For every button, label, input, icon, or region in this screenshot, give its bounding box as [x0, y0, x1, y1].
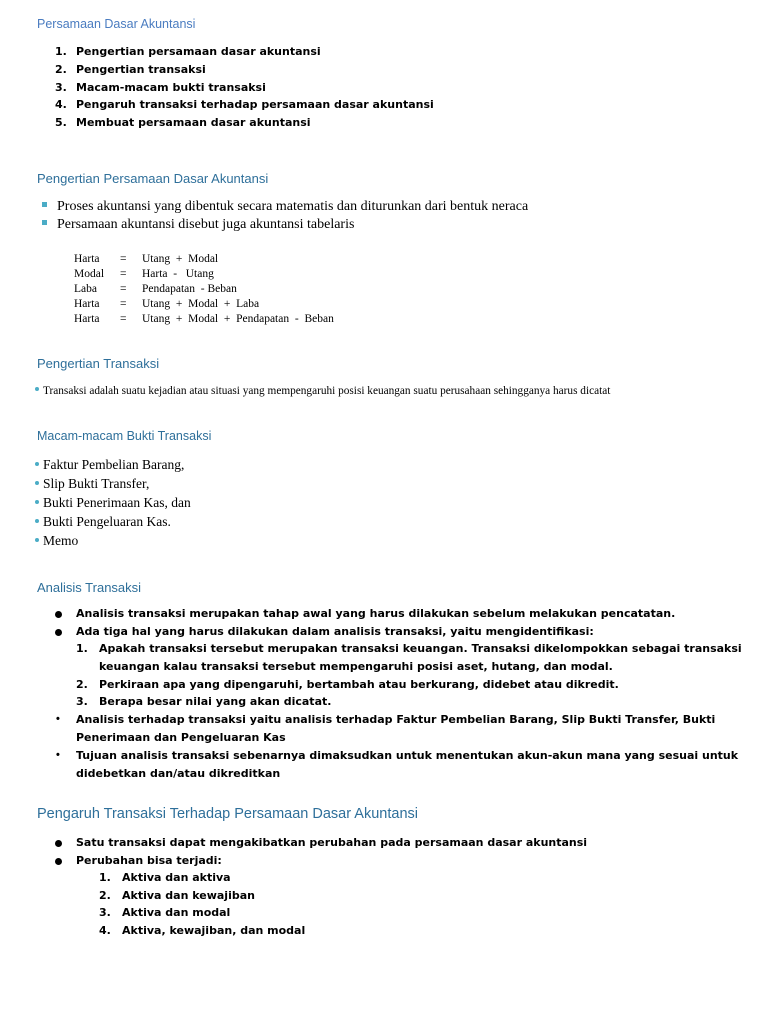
list-number: 1.: [55, 45, 67, 58]
bullet-text: Slip Bukti Transfer,: [43, 476, 150, 491]
equals-sign: =: [120, 313, 127, 325]
bullet-black-dot-icon: [55, 854, 62, 872]
sub-list-number: 2.: [99, 889, 111, 902]
equals-sign: =: [120, 268, 127, 280]
bullet-square-icon: [42, 202, 47, 207]
sub-list-text: keuangan kalau transaksi tersebut mempengaruhi posisi aset, hutang, dan modal.: [99, 660, 613, 673]
bullet-black-dot-icon: [55, 836, 62, 854]
bullet-dot-icon: [35, 481, 39, 485]
bullet-item: [35, 533, 78, 549]
bullet-item: [42, 217, 354, 233]
sub-list-number: 3.: [76, 695, 88, 708]
list-item: [55, 116, 67, 129]
bullet-item: [35, 476, 149, 492]
bullet-text: didebetkan dan/atau dikreditkan: [76, 767, 281, 780]
bullet-dot-icon: [35, 538, 39, 542]
sub-list-number: 1.: [99, 871, 111, 884]
sub-list-number: 3.: [99, 906, 111, 919]
section-title-pengertian-transaksi: Pengertian Transaksi: [37, 356, 160, 371]
equation-left: Modal: [74, 268, 105, 280]
bullet-text: Analisis terhadap transaksi yaitu analisis terhadap Faktur Pembelian Barang, Slip Bukti Transfer, Bukti: [76, 713, 716, 726]
equals-sign: =: [120, 298, 127, 310]
sub-list-number: 4.: [99, 924, 111, 937]
equation-row: [74, 297, 334, 312]
bullet-dot-icon: [35, 462, 39, 466]
bullet-item: [35, 514, 171, 530]
sub-list-number: 1.: [76, 642, 88, 655]
equation-right: Utang + Modal + Laba: [142, 298, 260, 310]
bullet-small-dot-icon: •: [56, 749, 60, 761]
section-title-pengaruh-transaksi: Pengaruh Transaksi Terhadap Persamaan Dasar Akuntansi: [37, 806, 418, 822]
equation-left: Harta: [74, 253, 100, 265]
bullet-text: Penerimaan dan Pengeluaran Kas: [76, 731, 286, 744]
equals-sign: =: [120, 253, 127, 265]
bullet-dot-icon: [35, 387, 39, 391]
list-item-text: Pengertian persamaan dasar akuntansi: [76, 45, 321, 58]
list-item: [55, 45, 67, 58]
sub-list-text: Aktiva dan modal: [122, 906, 231, 919]
bullet-item: [35, 457, 184, 473]
equation-right: Harta - Utang: [142, 268, 214, 280]
sub-list-text: Apakah transaksi tersebut merupakan transaksi keuangan. Transaksi dikelompokkan sebagai transaksi: [99, 642, 742, 655]
equals-sign: =: [120, 283, 127, 295]
section-title-pengertian-persamaan: Pengertian Persamaan Dasar Akuntansi: [37, 171, 269, 186]
bullet-item: [35, 385, 610, 397]
section-title-persamaan-dasar: Persamaan Dasar Akuntansi: [37, 17, 196, 31]
list-item: [55, 63, 67, 76]
bullet-text: Proses akuntansi yang dibentuk secara matematis dan diturunkan dari bentuk neraca: [57, 199, 529, 214]
equation-left: Harta: [74, 313, 100, 325]
list-item-text: Pengertian transaksi: [76, 63, 206, 76]
bullet-item: [42, 199, 528, 215]
list-item: [55, 98, 67, 111]
bullet-dot-icon: [35, 500, 39, 504]
list-number: 2.: [55, 63, 67, 76]
list-item-text: Pengaruh transaksi terhadap persamaan dasar akuntansi: [76, 98, 434, 111]
equations-table: [74, 252, 334, 327]
list-item-text: Macam-macam bukti transaksi: [76, 81, 266, 94]
section-title-bukti-transaksi: Macam-macam Bukti Transaksi: [37, 429, 212, 443]
equation-row: [74, 282, 334, 297]
bullet-square-icon: [42, 220, 47, 225]
equation-right: Pendapatan - Beban: [142, 283, 237, 295]
bullet-text: Bukti Pengeluaran Kas.: [43, 514, 171, 529]
bullet-text: Analisis transaksi merupakan tahap awal yang harus dilakukan sebelum melakukan pencatatan.: [76, 607, 676, 620]
equation-row: [74, 267, 334, 282]
sub-list-number: 2.: [76, 678, 88, 691]
bullet-text: Ada tiga hal yang harus dilakukan dalam analisis transaksi, yaitu mengidentifikasi:: [76, 625, 594, 638]
bullet-text: Perubahan bisa terjadi:: [76, 854, 222, 867]
list-number: 5.: [55, 116, 67, 129]
list-item: [55, 81, 67, 94]
list-item-text: Membuat persamaan dasar akuntansi: [76, 116, 311, 129]
bullet-text: Satu transaksi dapat mengakibatkan perubahan pada persamaan dasar akuntansi: [76, 836, 588, 849]
bullet-text: Transaksi adalah suatu kejadian atau situasi yang mempengaruhi posisi keuangan suatu perusahaan sehingganya harus dicatat: [43, 385, 611, 397]
list-number: 3.: [55, 81, 67, 94]
equation-left: Harta: [74, 298, 100, 310]
sub-list-text: Berapa besar nilai yang akan dicatat.: [99, 695, 332, 708]
bullet-black-dot-icon: [55, 625, 62, 643]
bullet-black-dot-icon: [55, 607, 62, 625]
bullet-text: Tujuan analisis transaksi sebenarnya dimaksudkan untuk menentukan akun-akun mana yang sesuai untuk: [76, 749, 739, 762]
bullet-text: Bukti Penerimaan Kas, dan: [43, 495, 191, 510]
equation-row: [74, 312, 334, 327]
equation-left: Laba: [74, 283, 97, 295]
bullet-text: Persamaan akuntansi disebut juga akuntansi tabelaris: [57, 217, 355, 232]
list-number: 4.: [55, 98, 67, 111]
equation-right: Utang + Modal + Pendapatan - Beban: [142, 313, 334, 325]
bullet-item: [35, 495, 191, 511]
section-title-analisis-transaksi: Analisis Transaksi: [37, 580, 142, 595]
sub-list-text: Aktiva, kewajiban, dan modal: [122, 924, 306, 937]
equation-right: Utang + Modal: [142, 253, 219, 265]
bullet-text: Memo: [43, 533, 79, 548]
bullet-text: Faktur Pembelian Barang,: [43, 457, 185, 472]
sub-list-text: Perkiraan apa yang dipengaruhi, bertambah atau berkurang, didebet atau dikredit.: [99, 678, 619, 691]
sub-list-text: Aktiva dan aktiva: [122, 871, 231, 884]
bullet-small-dot-icon: •: [56, 713, 60, 725]
sub-list-text: Aktiva dan kewajiban: [122, 889, 255, 902]
equation-row: [74, 252, 334, 267]
bullet-dot-icon: [35, 519, 39, 523]
